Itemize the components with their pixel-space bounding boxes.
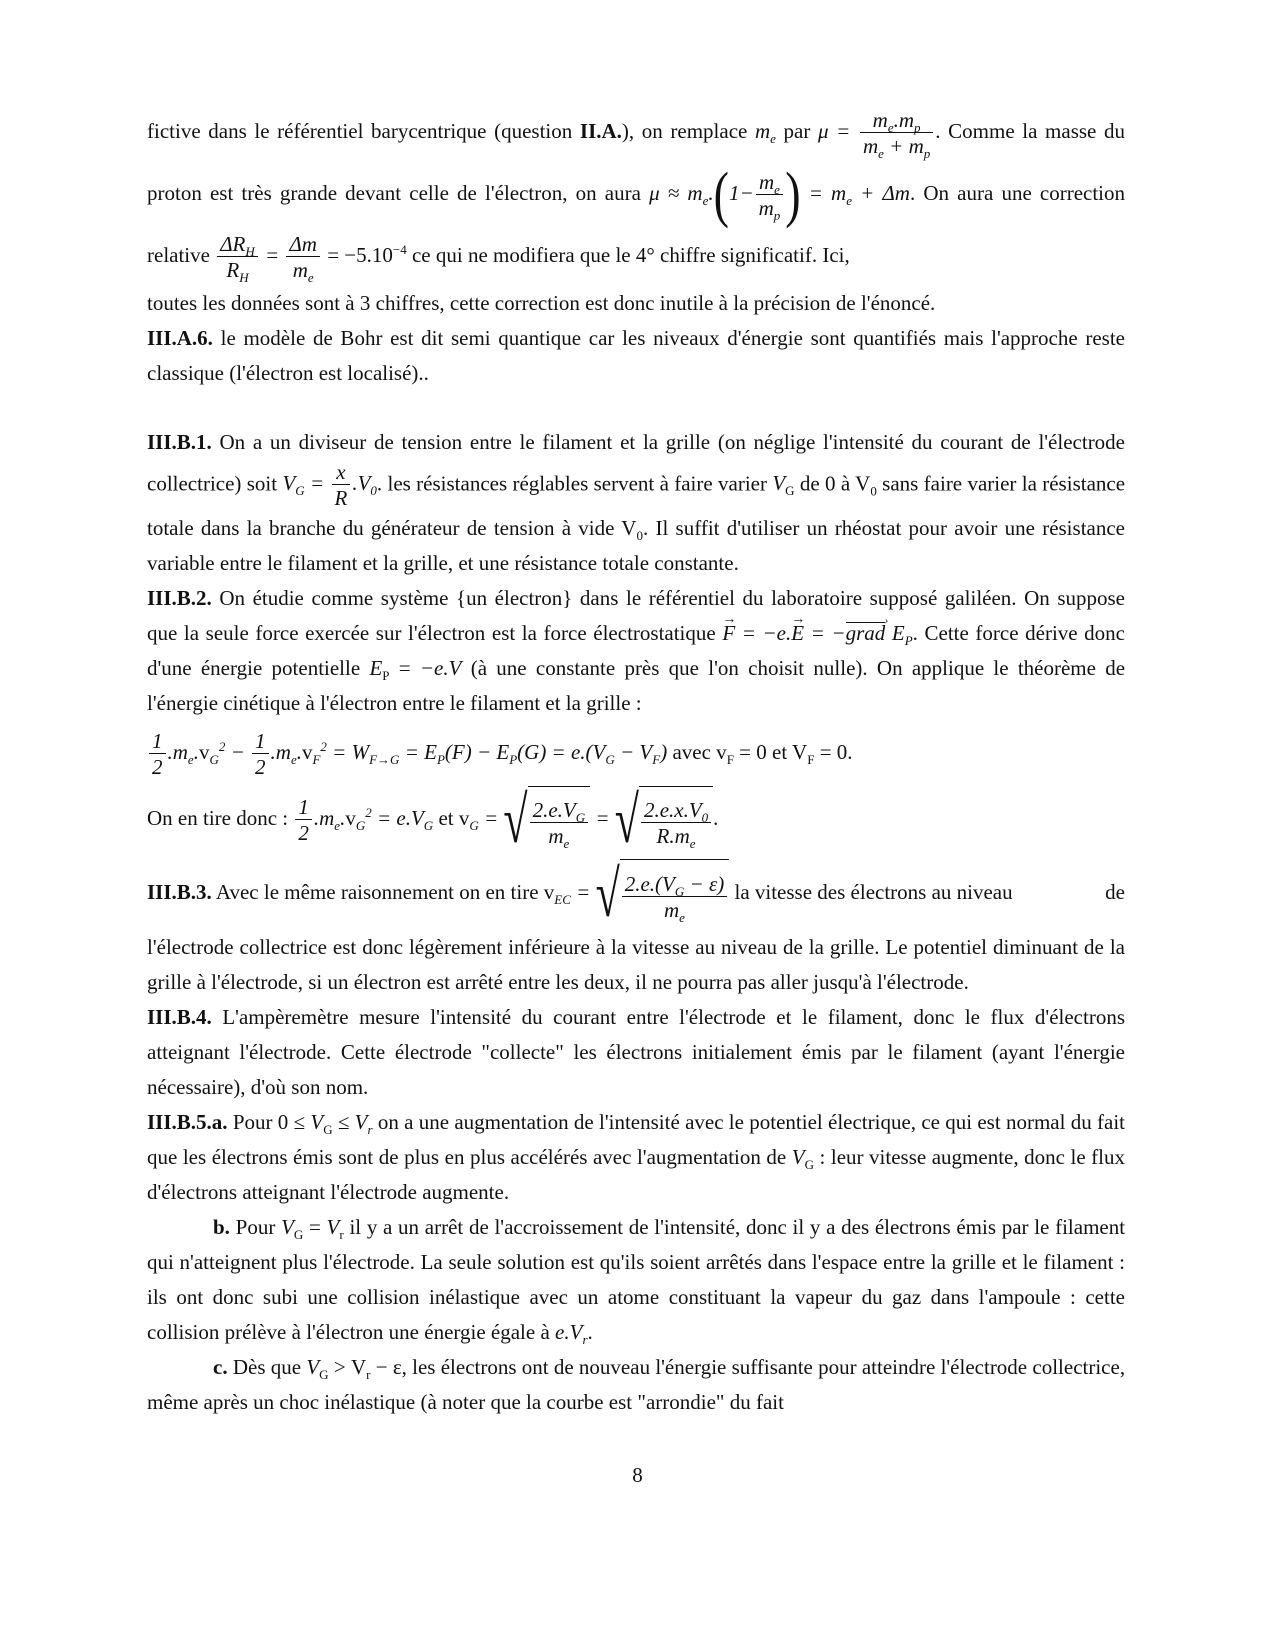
- section-label: III.B.5.a.: [147, 1110, 228, 1135]
- section-III-B-2: III.B.2. On étudie comme système {un électron} dans le référentiel du laboratoire supposé galiléen. On suppose que la seule force exercée sur l'électron est la force électrostatique F → = −e.E → = −grad › $E_P$. Cette force dérive donc d'une énergie potentielle $E_P = -e.V$ (à une constante près que l'on choisit nulle). On applique le théorème de l'énergie cinétique à l'électron entre le filament et la grille :: [147, 581, 1125, 721]
- formula-force: F → = −e.E → = −grad › $E_P$: [722, 621, 912, 645]
- section-III-B-1: III.B.1. On a un diviseur de tension entre le filament et la grille (on néglige l'intensité du courant de l'électrode collectrice) soit $V_G$ = $\frac{x}{R}$ $.V_0$. les résistances réglables servent à faire varier $V_G$ de 0 à $V_0$ sans faire varier la résistance totale dans la branche du générateur de tension à vide $V_0$. Il suffit d'utiliser un rhéostat pour avoir une résistance variable entre le filament et la grille, et une résistance totale constante.: [147, 430, 1126, 575]
- document-body: [147, 100, 1125, 1420]
- section-III-B-3: III.B.3. Avec le même raisonnement on en tire $v_{EC}$ = √ $\frac{2.e.(V_G - \varepsilon)}{m_e}$ la vitesse des électrons au niveau de l'électrode collectrice est donc légèrement inférieure à la vitesse au niveau de la grille. Le potentiel diminuant de la grille à l'électrode, si un électron est arrêté entre les deux, il ne pourra pas aller jusqu'à l'électrode.: [147, 857, 1125, 995]
- formula-VG: $V_G$ = $\frac{x}{R}$ $.V_0$: [282, 460, 377, 510]
- section-label: III.B.1.: [147, 430, 212, 454]
- formula-vEC: $v_{EC}$ = √ $\frac{2.e.(V_G - \varepsilon)}{m_e}$: [544, 880, 729, 904]
- formula-velocity-line: On en tire donc : $\frac{1}{2}$ $.m_e.v_G^2 = e.V_G$ et $v_G$ = √ $\frac{2.e.V_G}{m_e}$ = √ $\frac{2.e.x.V_0}{R.m_e}$ .: [147, 783, 719, 858]
- formula-mu-approx: $\mu \approx m_e.(1-$ $\frac{m_e}{m_p}$ ) = $m_e + \Delta m$: [649, 160, 910, 229]
- section-III-B-5-a: III.B.5.a. Pour $0 \le V_G \le V_r$ on a une augmentation de l'intensité avec le potentiel électrique, ce qui est normal du fait que les électrons émis sont de plus en plus accélérés avec l'augmentation de $V_G$ : leur vitesse augmente, donc le flux d'électrons atteignant l'électrode augmente.: [147, 1110, 1126, 1205]
- formula-mu: μ = $\frac{m_e.m_p}{m_e + m_p}$: [818, 119, 935, 143]
- paragraph-precision: toutes les données sont à 3 chiffres, cette correction est donc inutile à la précision de l'énoncé.: [147, 291, 936, 315]
- section-III-B-4: III.B.4. L'ampèremètre mesure l'intensité du courant entre l'électrode et le filament, donc le flux d'électrons atteignant l'électrode. Cette électrode "collecte" les électrons initialement émis par le filament (ayant l'énergie nécessaire), d'où son nom.: [147, 1005, 1126, 1100]
- page-number: 8: [632, 1463, 643, 1487]
- section-label: c.: [213, 1355, 228, 1380]
- section-label: III.B.4.: [147, 1005, 212, 1030]
- formula-kinetic-energy-line: $\frac{1}{2}$ $.m_e.v_G^2$ − $\frac{1}{2}$ $.m_e.v_F^2 = W_{F\to G} = E_P(F) - E_P(G) = e.(V_G - V_F)$ avec $v_F = 0$ et $V_F = 0$.: [147, 721, 1125, 783]
- paragraph-reduced-mass: fictive dans le référentiel barycentrique (question II.A.), on remplace $m_e$ par μ = $\frac{m_e.m_p}{m_e + m_p}$ . Comme la masse du proton est très grande devant celle de l'électron, on aura $\mu \approx m_e.(1-$ $\frac{m_e}{m_p}$ ) = $m_e + \Delta m$. On aura une correction relative $\frac{\Delta R_H}{R_H}$ = $\frac{\Delta m}{m_e}$ = $-5.10^{-4}$ ce qui ne modifiera que le 4° chiffre significatif. Ici,: [147, 107, 1126, 285]
- formula-energy: $\frac{1}{2}$ $.m_e.v_G^2 = e.V_G$: [293, 806, 433, 830]
- section-label: b.: [213, 1215, 230, 1240]
- section-label: III.B.2.: [147, 586, 212, 610]
- formula-kinetic-energy: $\frac{1}{2}$ $.m_e.v_G^2$ − $\frac{1}{2}$ $.m_e.v_F^2 = W_{F\to G} = E_P(F) - E_P(G) = e.(V_G - V_F)$: [147, 740, 667, 764]
- section-label: III.B.3.: [147, 879, 212, 904]
- section-label: III.A.6.: [147, 326, 213, 350]
- section-III-A-6: III.A.6. le modèle de Bohr est dit semi quantique car les niveaux d'énergie sont quantifiés mais l'approche reste classique (l'électron est localisé)..: [147, 326, 1126, 385]
- section-III-B-5-c: c. Dès que $V_G > V_r - \varepsilon$, les électrons ont de nouveau l'énergie suffisante pour atteindre l'électrode collectrice, même après un choc inélastique (à noter que la courbe est "arrondie" du fait: [147, 1355, 1126, 1415]
- formula-vG: $v_G$ = √ $\frac{2.e.V_G}{m_e}$ = √ $\frac{2.e.x.V_0}{R.m_e}$: [459, 806, 713, 830]
- section-III-B-5-b: b. Pour $V_G = V_r$ il y a un arrêt de l'accroissement de l'intensité, donc il y a des électrons émis par le filament qui n'atteignent plus l'électrode. La seule solution est qu'ils soient arrêtés dans l'espace entre la grille et le filament : ils ont donc subi une collision inélastique avec un atome constituant la vapeur du gaz dans l'ampoule : cette collision prélève à l'électron une énergie égale à $e.V_r$.: [147, 1215, 1126, 1348]
- formula-correction: $\frac{\Delta R_H}{R_H}$ = $\frac{\Delta m}{m_e}$ = $-5.10^{-4}$: [215, 243, 407, 267]
